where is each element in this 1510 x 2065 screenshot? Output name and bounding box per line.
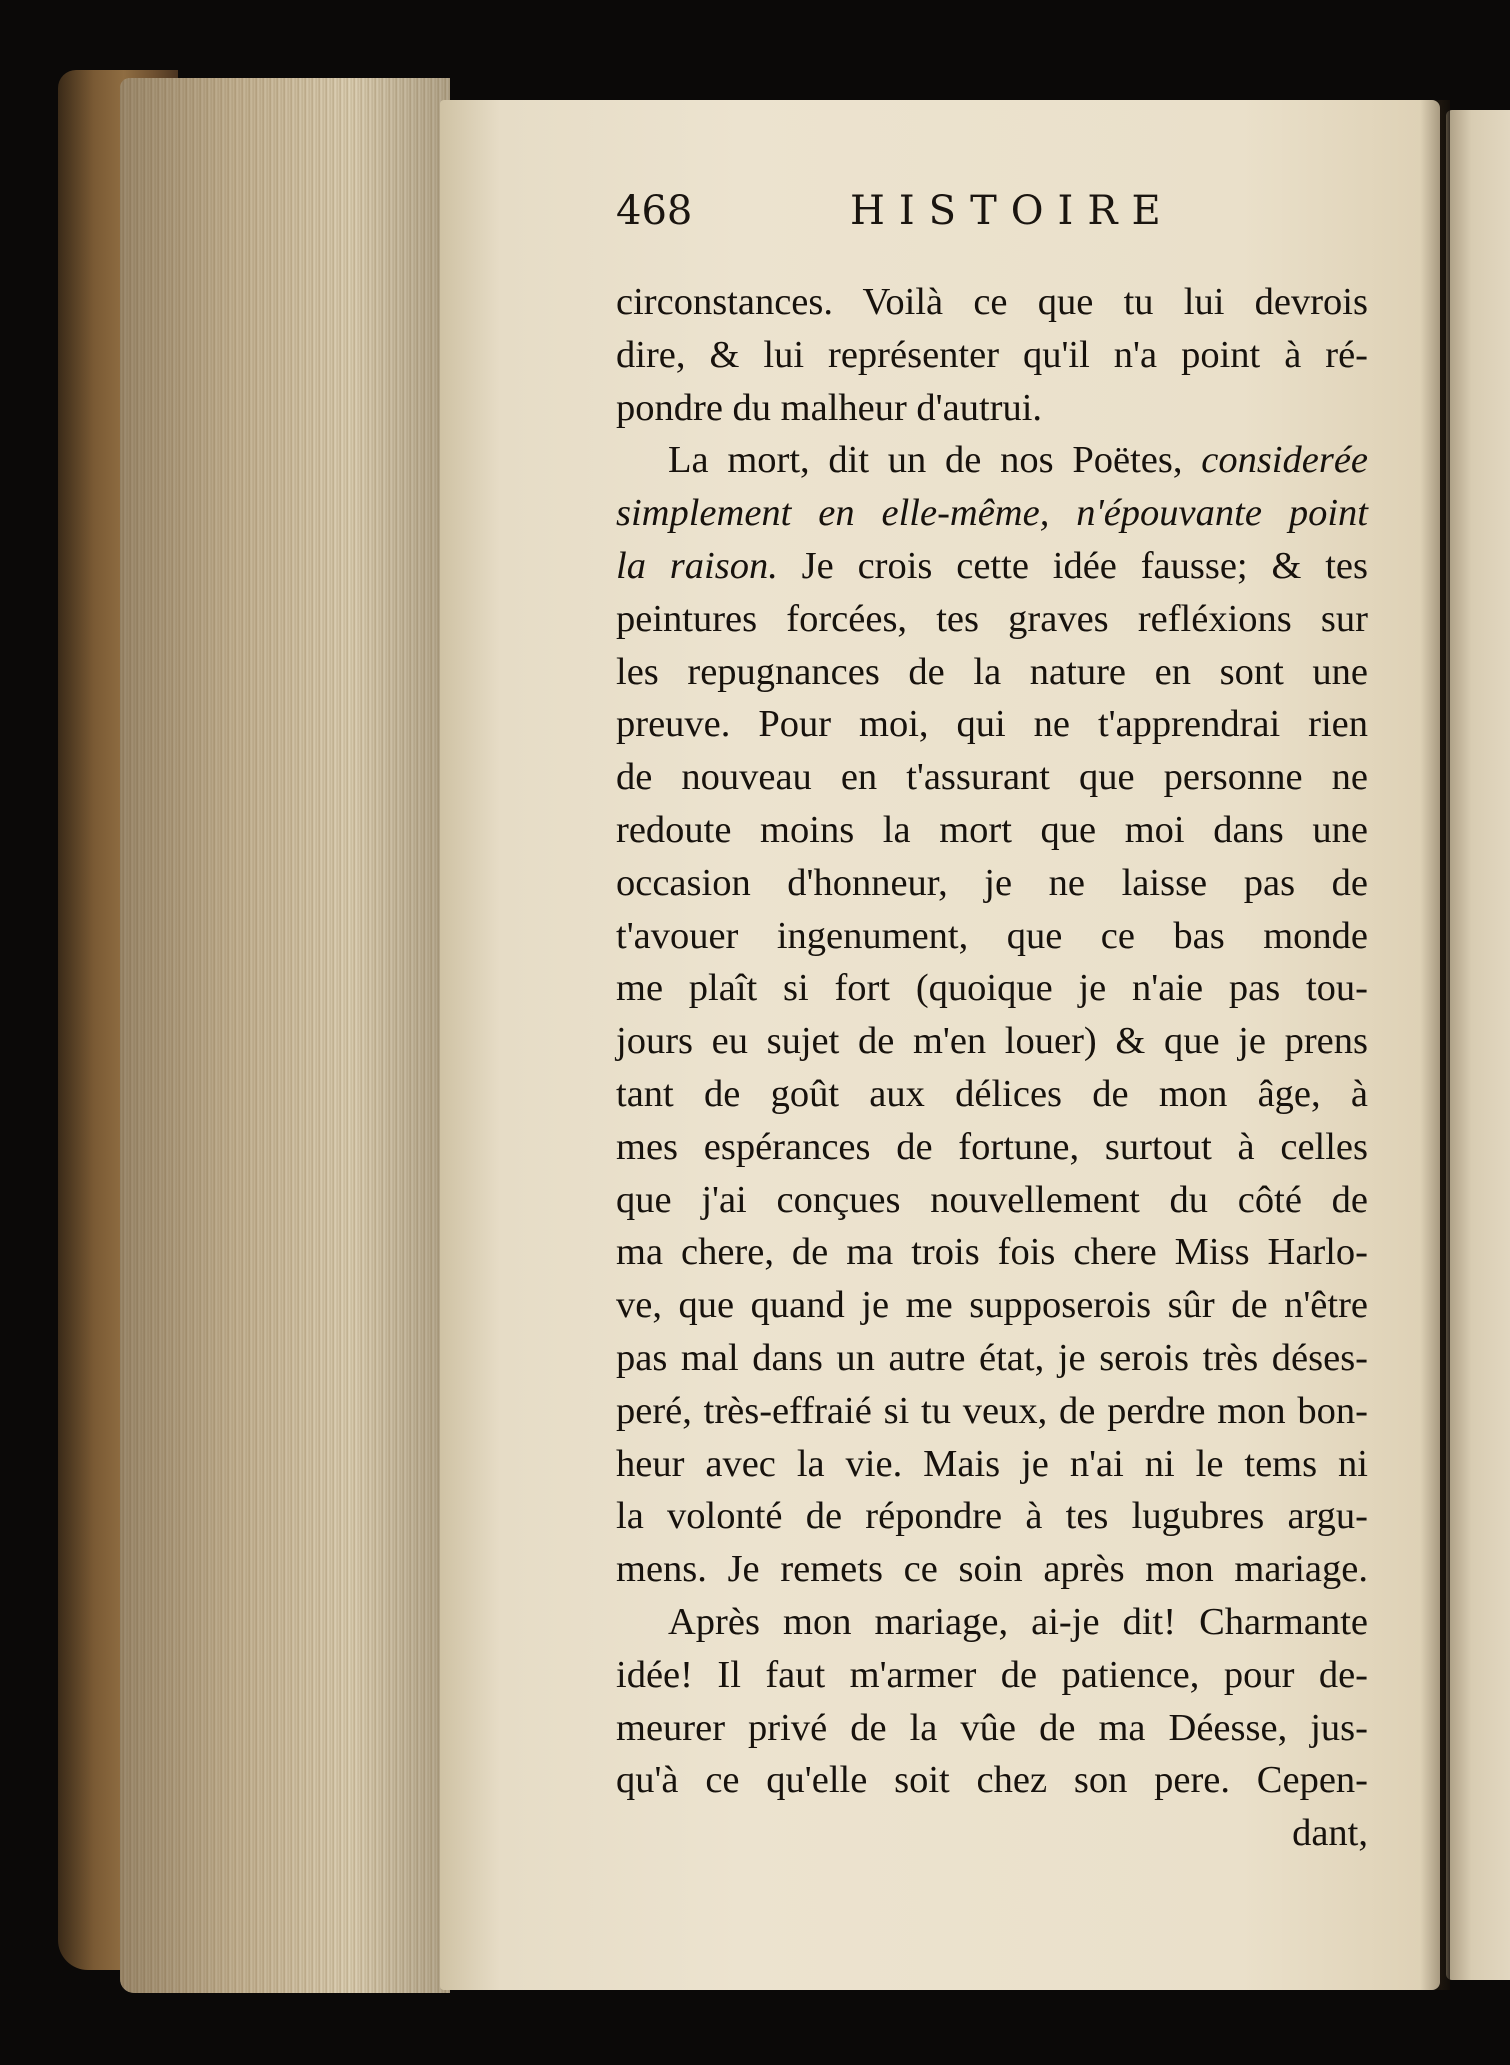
text-segment: ma chere, de ma trois fois chere Miss Harlo- — [616, 1231, 1368, 1274]
text-segment: que j'ai conçues nouvellement du côté de — [616, 1178, 1368, 1221]
text-segment: idée! Il faut m'armer de patience, pour de- — [616, 1653, 1368, 1696]
text-segment: occasion d'honneur, je ne laisse pas de — [616, 861, 1368, 904]
text-line — [616, 1121, 1368, 1174]
text-segment: La mort, dit un de nos Poëtes, — [668, 439, 1202, 482]
text-line — [616, 1807, 1368, 1860]
text-segment: la volonté de répondre à tes lugubres argu- — [616, 1495, 1368, 1538]
text-line — [616, 434, 1368, 487]
text-segment: dire, & lui représenter qu'il n'a point à ré- — [616, 333, 1368, 376]
text-segment: heur avec la vie. Mais je n'ai ni le tems ni — [616, 1442, 1368, 1485]
text-line — [616, 382, 1368, 435]
text-line — [616, 962, 1368, 1015]
text-line — [616, 276, 1368, 329]
text-segment: jours eu sujet de m'en louer) & que je prens — [616, 1020, 1368, 1063]
text-line — [616, 1649, 1368, 1702]
text-line — [616, 540, 1368, 593]
running-head — [616, 188, 1176, 248]
text-segment: circonstances. Voilà ce que tu lui devrois — [616, 281, 1368, 323]
text-line — [616, 487, 1368, 540]
text-line — [616, 1279, 1368, 1332]
text-segment: peré, très-effraié si tu veux, de perdre mon bon- — [616, 1389, 1368, 1432]
text-line — [616, 1596, 1368, 1649]
text-segment: Après mon mariage, ai-je dit! Charmante — [668, 1600, 1368, 1643]
text-line — [616, 646, 1368, 699]
text-line — [616, 1174, 1368, 1227]
text-line — [616, 1332, 1368, 1385]
text-line — [616, 804, 1368, 857]
italic-segment: simplement en elle-même, n'épouvante point — [616, 492, 1368, 535]
text-segment: ve, que quand je me supposerois sûr de n'être — [616, 1284, 1368, 1327]
text-line — [616, 593, 1368, 646]
text-line — [616, 1754, 1368, 1807]
running-title: HISTOIRE — [850, 188, 1175, 234]
text-segment: me plaît si fort (quoique je n'aie pas tou- — [616, 967, 1368, 1010]
text-line — [616, 329, 1368, 382]
page-number: 468 — [616, 188, 693, 234]
text-segment: meurer privé de la vûe de ma Déesse, jus- — [616, 1706, 1368, 1749]
text-line — [616, 1385, 1368, 1438]
page-gutter — [1420, 100, 1450, 1990]
italic-segment: considerée — [1201, 439, 1368, 482]
facing-page — [1446, 110, 1510, 1980]
text-segment: Je crois cette idée fausse; & tes — [777, 544, 1369, 587]
text-segment: mens. Je remets ce soin après mon mariage. — [616, 1548, 1368, 1591]
text-line — [616, 1068, 1368, 1121]
text-segment: de nouveau en t'assurant que personne ne — [616, 756, 1368, 799]
text-line — [616, 1015, 1368, 1068]
text-segment: pas mal dans un autre état, je serois très déses- — [616, 1336, 1368, 1379]
text-segment: dant, — [1292, 1812, 1368, 1855]
text-segment: mes espérances de fortune, surtout à celles — [616, 1125, 1368, 1168]
text-line — [616, 1438, 1368, 1491]
text-segment: pondre du malheur d'autrui. — [616, 386, 1043, 429]
text-line — [616, 698, 1368, 751]
body-text — [616, 276, 1368, 1860]
italic-segment: la raison. — [616, 544, 778, 587]
text-line — [616, 1226, 1368, 1279]
text-line — [616, 910, 1368, 963]
text-line — [616, 1702, 1368, 1755]
text-segment: t'avouer ingenument, que ce bas monde — [616, 914, 1368, 957]
text-line — [616, 1543, 1368, 1596]
page-edges-shadow — [120, 78, 450, 1993]
text-segment: les repugnances de la nature en sont une — [616, 650, 1368, 693]
text-segment: redoute moins la mort que moi dans une — [616, 808, 1368, 851]
text-line — [616, 751, 1368, 804]
text-line — [616, 857, 1368, 910]
text-segment: peintures forcées, tes graves refléxions sur — [616, 597, 1368, 640]
text-line — [616, 1490, 1368, 1543]
text-segment: preuve. Pour moi, qui ne t'apprendrai rien — [616, 703, 1368, 746]
text-segment: qu'à ce qu'elle soit chez son pere. Cepen- — [616, 1759, 1368, 1802]
text-segment: tant de goût aux délices de mon âge, à — [616, 1072, 1368, 1115]
